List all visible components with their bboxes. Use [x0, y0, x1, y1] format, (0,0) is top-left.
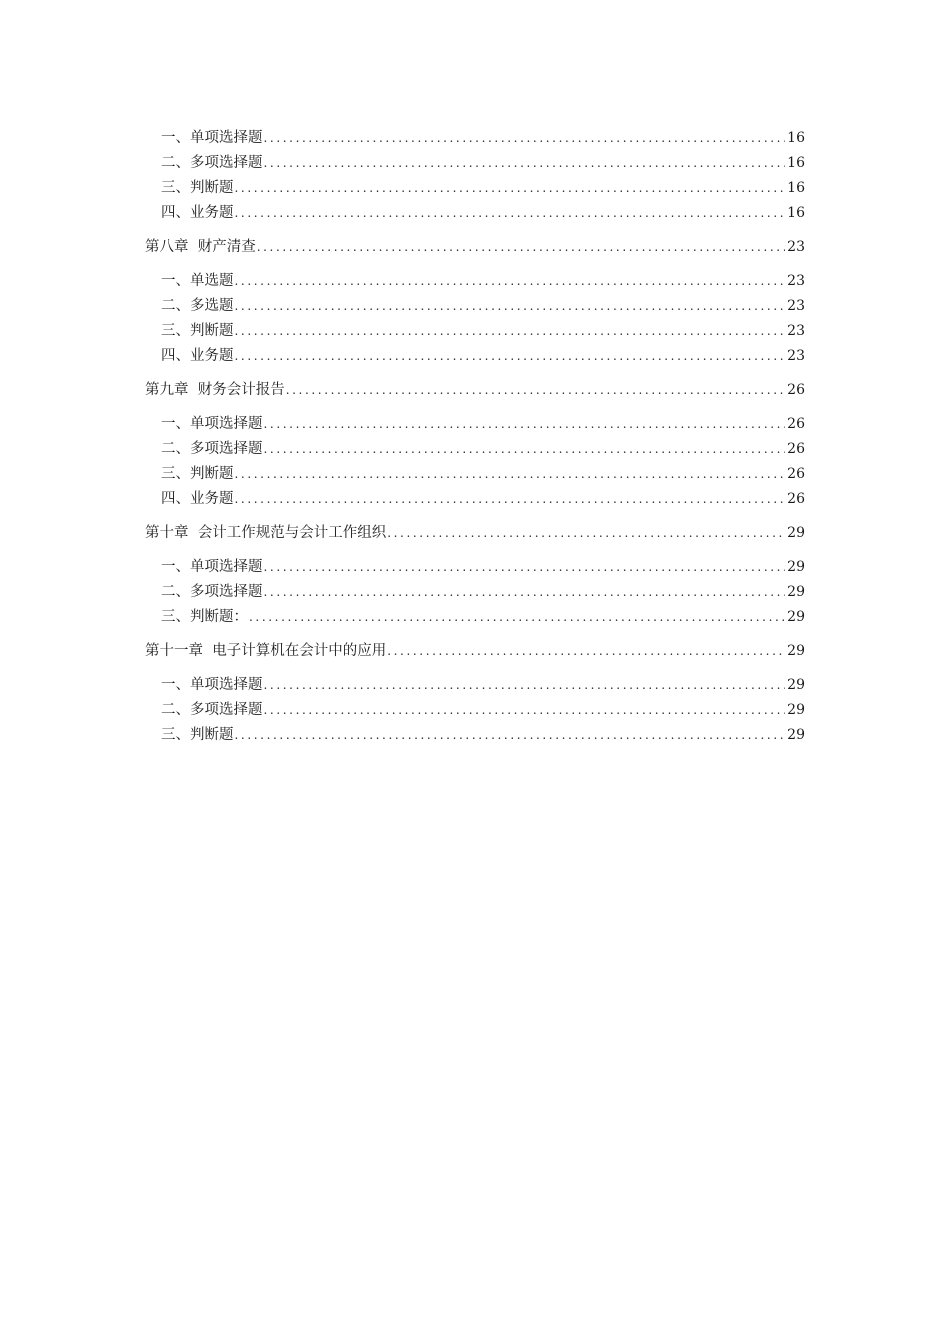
- toc-entry-title: 一、单项选择题: [161, 130, 263, 146]
- toc-entry[interactable]: [145, 151, 805, 176]
- toc-chapter-title: 第九章 财务会计报告: [145, 382, 285, 398]
- toc-entry[interactable]: [145, 201, 805, 226]
- toc-entry-page: 29: [787, 727, 805, 743]
- dot-leader: [264, 555, 786, 580]
- toc-chapter-page: 26: [787, 382, 805, 398]
- toc-chapter-title: 第十章 会计工作规范与会计工作组织: [145, 525, 387, 541]
- dot-leader: [235, 176, 786, 201]
- toc-entry-page: 26: [787, 441, 805, 457]
- dot-leader: [264, 126, 786, 151]
- toc-entry-title: 四、业务题: [161, 348, 234, 364]
- toc-entry[interactable]: [145, 580, 805, 605]
- dot-leader: [264, 580, 786, 605]
- toc-entry-page: 23: [787, 348, 805, 364]
- toc-chapter-title: 第十一章 电子计算机在会计中的应用: [145, 643, 387, 659]
- dot-leader: [249, 605, 785, 630]
- toc-entry-page: 26: [787, 466, 805, 482]
- toc-entry-page: 29: [787, 584, 805, 600]
- dot-leader: [264, 698, 786, 723]
- toc-entry-title: 一、单项选择题: [161, 416, 263, 432]
- toc-entry[interactable]: [145, 437, 805, 462]
- toc-entry-title: 二、多项选择题: [161, 155, 263, 171]
- toc-entry[interactable]: [145, 319, 805, 344]
- toc-entry[interactable]: [145, 126, 805, 151]
- toc-entry-title: 三、判断题: [161, 466, 234, 482]
- dot-leader: [235, 201, 786, 226]
- toc-entry-title: 三、判断题：: [161, 609, 248, 625]
- toc-group: [145, 521, 805, 630]
- toc-entry-page: 16: [787, 180, 805, 196]
- toc-entry-title: 一、单项选择题: [161, 559, 263, 575]
- dot-leader: [235, 294, 786, 319]
- toc-entry[interactable]: [145, 605, 805, 630]
- toc-entry[interactable]: [145, 698, 805, 723]
- dot-leader: [235, 344, 786, 369]
- dot-leader: [264, 412, 786, 437]
- toc-entry[interactable]: [145, 294, 805, 319]
- toc-chapter[interactable]: [145, 378, 805, 403]
- toc-entry[interactable]: [145, 673, 805, 698]
- toc-group: [145, 126, 805, 226]
- toc-entry-page: 29: [787, 609, 805, 625]
- dot-leader: [235, 487, 786, 512]
- toc-entry-page: 26: [787, 491, 805, 507]
- toc-entry-title: 二、多项选择题: [161, 584, 263, 600]
- spacer: [145, 546, 805, 555]
- toc-chapter[interactable]: [145, 639, 805, 664]
- toc-chapter[interactable]: [145, 235, 805, 260]
- spacer: [145, 664, 805, 673]
- toc-entry-page: 26: [787, 416, 805, 432]
- toc-entry-title: 三、判断题: [161, 180, 234, 196]
- dot-leader: [235, 319, 786, 344]
- toc-entry-title: 一、单项选择题: [161, 677, 263, 693]
- toc-entry-title: 四、业务题: [161, 205, 234, 221]
- toc-chapter-page: 29: [787, 525, 805, 541]
- dot-leader: [387, 639, 785, 664]
- toc-entry[interactable]: [145, 555, 805, 580]
- toc-chapter-page: 23: [787, 239, 805, 255]
- toc-entry-page: 16: [787, 130, 805, 146]
- toc-entry-page: 23: [787, 298, 805, 314]
- toc-group: [145, 378, 805, 512]
- toc-entry-title: 四、业务题: [161, 491, 234, 507]
- toc-entry-page: 29: [787, 702, 805, 718]
- toc-entry-page: 16: [787, 155, 805, 171]
- toc-chapter[interactable]: [145, 521, 805, 546]
- toc-entry-title: 二、多项选择题: [161, 441, 263, 457]
- dot-leader: [257, 235, 785, 260]
- dot-leader: [235, 723, 786, 748]
- toc-entry-page: 29: [787, 677, 805, 693]
- toc-entry[interactable]: [145, 412, 805, 437]
- toc-group: [145, 235, 805, 369]
- table-of-contents: [145, 126, 805, 748]
- dot-leader: [235, 462, 786, 487]
- toc-entry-title: 三、判断题: [161, 323, 234, 339]
- toc-entry[interactable]: [145, 462, 805, 487]
- toc-group: [145, 639, 805, 748]
- toc-entry-page: 16: [787, 205, 805, 221]
- dot-leader: [235, 269, 786, 294]
- toc-entry[interactable]: [145, 269, 805, 294]
- dot-leader: [264, 151, 786, 176]
- toc-entry-title: 二、多项选择题: [161, 702, 263, 718]
- spacer: [145, 260, 805, 269]
- toc-chapter-title: 第八章 财产清查: [145, 239, 256, 255]
- toc-entry-page: 23: [787, 323, 805, 339]
- toc-entry-page: 23: [787, 273, 805, 289]
- dot-leader: [286, 378, 785, 403]
- dot-leader: [264, 673, 786, 698]
- toc-entry[interactable]: [145, 723, 805, 748]
- dot-leader: [264, 437, 786, 462]
- toc-entry[interactable]: [145, 176, 805, 201]
- toc-entry-page: 29: [787, 559, 805, 575]
- spacer: [145, 403, 805, 412]
- toc-entry[interactable]: [145, 344, 805, 369]
- dot-leader: [387, 521, 785, 546]
- toc-entry-title: 一、单选题: [161, 273, 234, 289]
- toc-entry-title: 三、判断题: [161, 727, 234, 743]
- toc-entry[interactable]: [145, 487, 805, 512]
- toc-chapter-page: 29: [787, 643, 805, 659]
- toc-entry-title: 二、多选题: [161, 298, 234, 314]
